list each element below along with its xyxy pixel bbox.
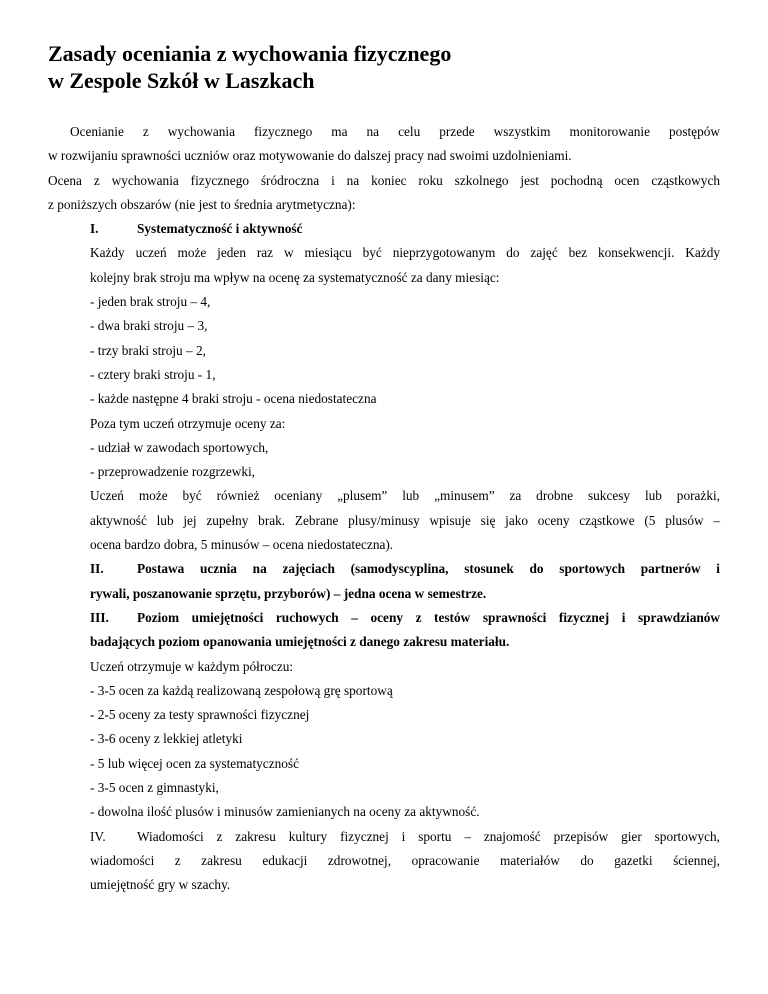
list-item: - przeprowadzenie rozgrzewki, <box>90 464 256 480</box>
document-body <box>48 120 720 898</box>
list-item: - 3-6 oceny z lekkiej atletyki <box>90 731 243 747</box>
section-4-number: IV. <box>90 828 106 844</box>
page-title <box>48 40 451 94</box>
section-1-plus-line3: ocena bardzo dobra, 5 minusów – ocena niedostateczna). <box>90 537 394 553</box>
title-line-1: Zasady oceniania z wychowania fizycznego <box>48 41 452 66</box>
section-2-title-line1: Postawa ucznia na zajęciach (samodyscyplina, stosunek do sportowych partnerów i <box>137 561 720 577</box>
section-1-extra-intro: Poza tym uczeń otrzymuje oceny za: <box>90 415 286 431</box>
section-1-number: I. <box>90 221 99 237</box>
section-2-title-line2: rywali, poszanowanie sprzętu, przyborów) – jedna ocena w semestrze. <box>90 585 487 601</box>
section-3-intro: Uczeń otrzymuje w każdym półroczu: <box>90 658 294 674</box>
section-2-number: II. <box>90 561 104 577</box>
list-item: - trzy braki stroju – 2, <box>90 342 206 358</box>
section-1-text-line1: Każdy uczeń może jeden raz w miesiącu być nieprzygotowanym do zajęć bez konsekwencji. Każdy <box>90 245 720 261</box>
list-item: - 3-5 ocen za każdą realizowaną zespołową grę sportową <box>90 682 393 698</box>
section-1-heading <box>48 217 720 241</box>
list-item: - dowolna ilość plusów i minusów zamienianych na oceny za aktywność. <box>90 804 480 820</box>
list-item: - 5 lub więcej ocen za systematyczność <box>90 755 299 771</box>
section-3-heading <box>48 606 720 630</box>
list-item: - każde następne 4 braki stroju - ocena niedostateczna <box>90 391 377 407</box>
section-1-title: Systematyczność i aktywność <box>137 221 303 237</box>
list-item: - jeden brak stroju – 4, <box>90 294 211 310</box>
title-line-2: w Zespole Szkół w Laszkach <box>48 68 315 93</box>
list-item: - cztery braki stroju - 1, <box>90 366 216 382</box>
section-1-plus-line2: aktywność lub jej zupełny brak. Zebrane plusy/minusy wpisuje się jako oceny cząstkowe (5 plusów – <box>90 512 720 528</box>
section-4-title-line3: umiejętność gry w szachy. <box>90 877 231 893</box>
section-4-title-line2: wiadomości z zakresu edukacji zdrowotnej, opracowanie materiałów do gazetki ściennej, <box>90 852 720 868</box>
intro-p1-line1: Ocenianie z wychowania fizycznego ma na celu przede wszystkim monitorowanie postępów <box>70 124 720 139</box>
list-item: - udział w zawodach sportowych, <box>90 439 269 455</box>
list-item: - dwa braki stroju – 3, <box>90 318 208 334</box>
section-2-heading <box>48 557 720 581</box>
intro-p2-line1: Ocena z wychowania fizycznego śródroczna i na koniec roku szkolnego jest pochodną ocen cząstkowych <box>48 172 720 188</box>
intro-p1-line2: w rozwijaniu sprawności uczniów oraz motywowanie do dalszej pracy nad swoimi uzdolnieniami. <box>48 148 572 164</box>
section-3-title-line2: badających poziom opanowania umiejętności z danego zakresu materiału. <box>90 634 510 650</box>
section-3-title-line1: Poziom umiejętności ruchowych – oceny z testów sprawności fizycznej i sprawdzianów <box>137 609 720 625</box>
section-3-number: III. <box>90 609 109 625</box>
section-4-title-line1: Wiadomości z zakresu kultury fizycznej i sportu – znajomość przepisów gier sportowych, <box>137 828 720 844</box>
list-item: - 3-5 ocen z gimnastyki, <box>90 780 219 796</box>
section-4-heading <box>48 825 720 849</box>
list-item: - 2-5 oceny za testy sprawności fizycznej <box>90 707 310 723</box>
intro-p2-line2: z poniższych obszarów (nie jest to średnia arytmetyczna): <box>48 196 356 212</box>
section-1-plus-line1: Uczeń może być również oceniany „plusem” lub „minusem” za drobne sukcesy lub porażki, <box>90 488 720 504</box>
section-1-text-line2: kolejny brak stroju ma wpływ na ocenę za systematyczność za dany miesiąc: <box>90 269 500 285</box>
